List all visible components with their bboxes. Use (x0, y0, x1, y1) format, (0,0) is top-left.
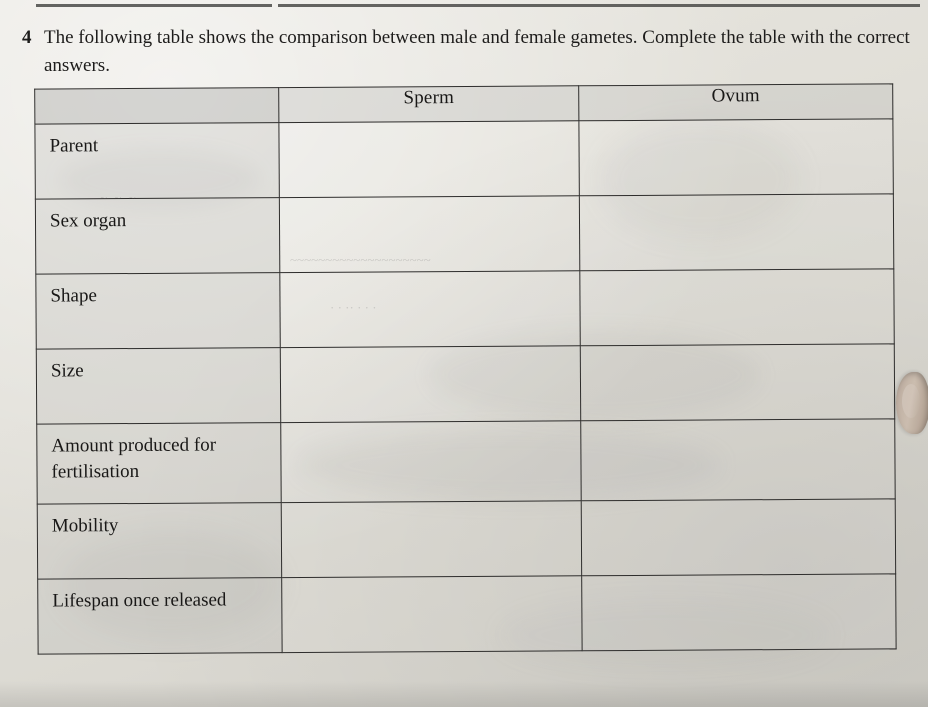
column-header-ovum: Ovum (579, 84, 893, 121)
table-row (37, 499, 895, 579)
answer-cell-lifespan-ovum[interactable] (582, 574, 896, 651)
answer-cell-amount-produced-ovum[interactable] (581, 419, 895, 501)
answer-cell-parent-ovum[interactable] (579, 119, 893, 196)
question-text: The following table shows the comparison between male and female gametes. Complete the table with the correct answers. (44, 27, 910, 76)
row-label-shape: Shape (36, 273, 280, 349)
page-top-rule (36, 4, 272, 7)
page-top-rule (278, 4, 920, 7)
row-label-mobility: Mobility (37, 503, 281, 579)
answer-cell-size-ovum[interactable] (580, 344, 894, 421)
answer-cell-shape-sperm[interactable] (280, 271, 580, 348)
ghost-pencil-mark: · · ·· · · · (330, 300, 377, 315)
answer-cell-mobility-ovum[interactable] (581, 499, 895, 576)
answer-cell-size-sperm[interactable] (280, 346, 580, 423)
table-row (36, 344, 894, 424)
question-block (22, 24, 912, 80)
row-label-parent: Parent (35, 123, 279, 199)
gamete-comparison-table (34, 83, 896, 654)
comparison-table-wrapper (34, 83, 896, 686)
row-label-amount-produced: Amount produced for fertilisation (37, 423, 281, 504)
row-label-lifespan: Lifespan once released (38, 578, 282, 654)
column-header-sperm: Sperm (279, 86, 579, 123)
answer-cell-mobility-sperm[interactable] (281, 501, 581, 578)
answer-cell-shape-ovum[interactable] (580, 269, 894, 346)
table-head (35, 84, 893, 124)
table-corner-cell (35, 88, 279, 124)
answer-cell-amount-produced-sperm[interactable] (281, 421, 581, 503)
table-header-row (35, 84, 893, 124)
answer-cell-sex-organ-sperm[interactable] (279, 196, 579, 273)
row-label-sex-organ: Sex organ (35, 198, 279, 274)
table-row (38, 574, 896, 654)
answer-cell-lifespan-sperm[interactable] (282, 576, 582, 653)
table-row (36, 269, 894, 349)
answer-cell-sex-organ-ovum[interactable] (579, 194, 893, 271)
row-label-size: Size (36, 348, 280, 424)
table-body (35, 119, 896, 654)
table-row (35, 194, 893, 274)
thumb-over-page (896, 372, 928, 434)
answer-cell-parent-sperm[interactable] (279, 121, 579, 198)
ghost-pencil-mark: ~~~~~~~~~~~~~~~~~~~~ (290, 252, 431, 267)
table-row (37, 419, 895, 504)
question-number: 4 (22, 27, 32, 48)
table-row (35, 119, 893, 199)
ghost-pencil-mark: ~ ~ ~ (100, 190, 138, 205)
